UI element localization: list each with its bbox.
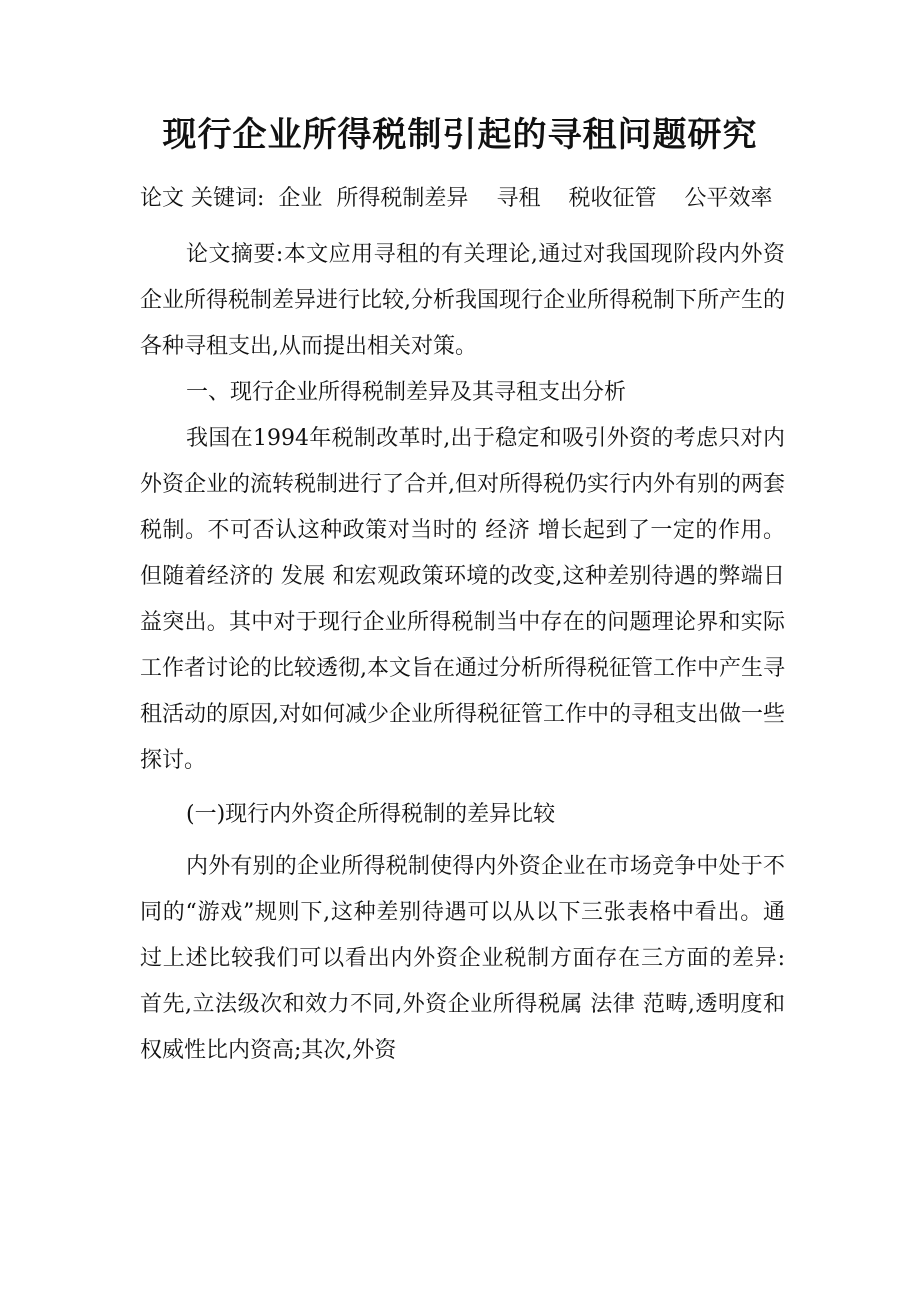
- keyword-item: 所得税制差异: [336, 186, 469, 211]
- keyword-item: 税收征管: [568, 186, 657, 211]
- body-paragraph: 我国在1994年税制改革时,出于稳定和吸引外资的考虑只对内外资企业的流转税制进行了合并,但对所得税仍实行内外有别的两套税制。不可否认这种政策对当时的 经济 增长起到了一定的作用。但随着经济的 发展 和宏观政策环境的改变,这种差别待遇的弊端日益突出。其中对于现行企业所得税制当中存在的问题理论界和实际工作者讨论的比较透彻,本文旨在通过分析所得税征管工作中产生寻租活动的原因,对如何减少企业所得税征管工作中的寻租支出做一些探讨。: [140, 426, 785, 773]
- keyword-item: 企业: [278, 186, 323, 211]
- abstract-paragraph: 论文摘要:本文应用寻租的有关理论,通过对我国现阶段内外资企业所得税制差异进行比较,分析我国现行企业所得税制下所产生的各种寻租支出,从而提出相关对策。: [140, 242, 785, 359]
- keywords-line: [140, 176, 785, 222]
- document-title: 现行企业所得税制引起的寻租问题研究: [162, 115, 758, 155]
- document-body: [140, 176, 785, 1074]
- subsection-heading: (一)现行内外资企所得税制的差异比较: [186, 802, 556, 827]
- keywords-label: 论文 关键词:: [140, 186, 265, 211]
- section-heading: 一、现行企业所得税制差异及其寻租支出分析: [186, 380, 627, 405]
- body-paragraph: 内外有别的企业所得税制使得内外资企业在市场竞争中处于不同的“游戏”规则下,这种差别待遇可以从以下三张表格中看出。通过上述比较我们可以看出内外资企业税制方面存在三方面的差异:首先,立法级次和效力不同,外资企业所得税属 法律 范畴,透明度和权威性比内资高;其次,外资: [140, 854, 785, 1063]
- keyword-item: 寻租: [496, 186, 541, 211]
- keyword-item: 公平效率: [684, 186, 773, 211]
